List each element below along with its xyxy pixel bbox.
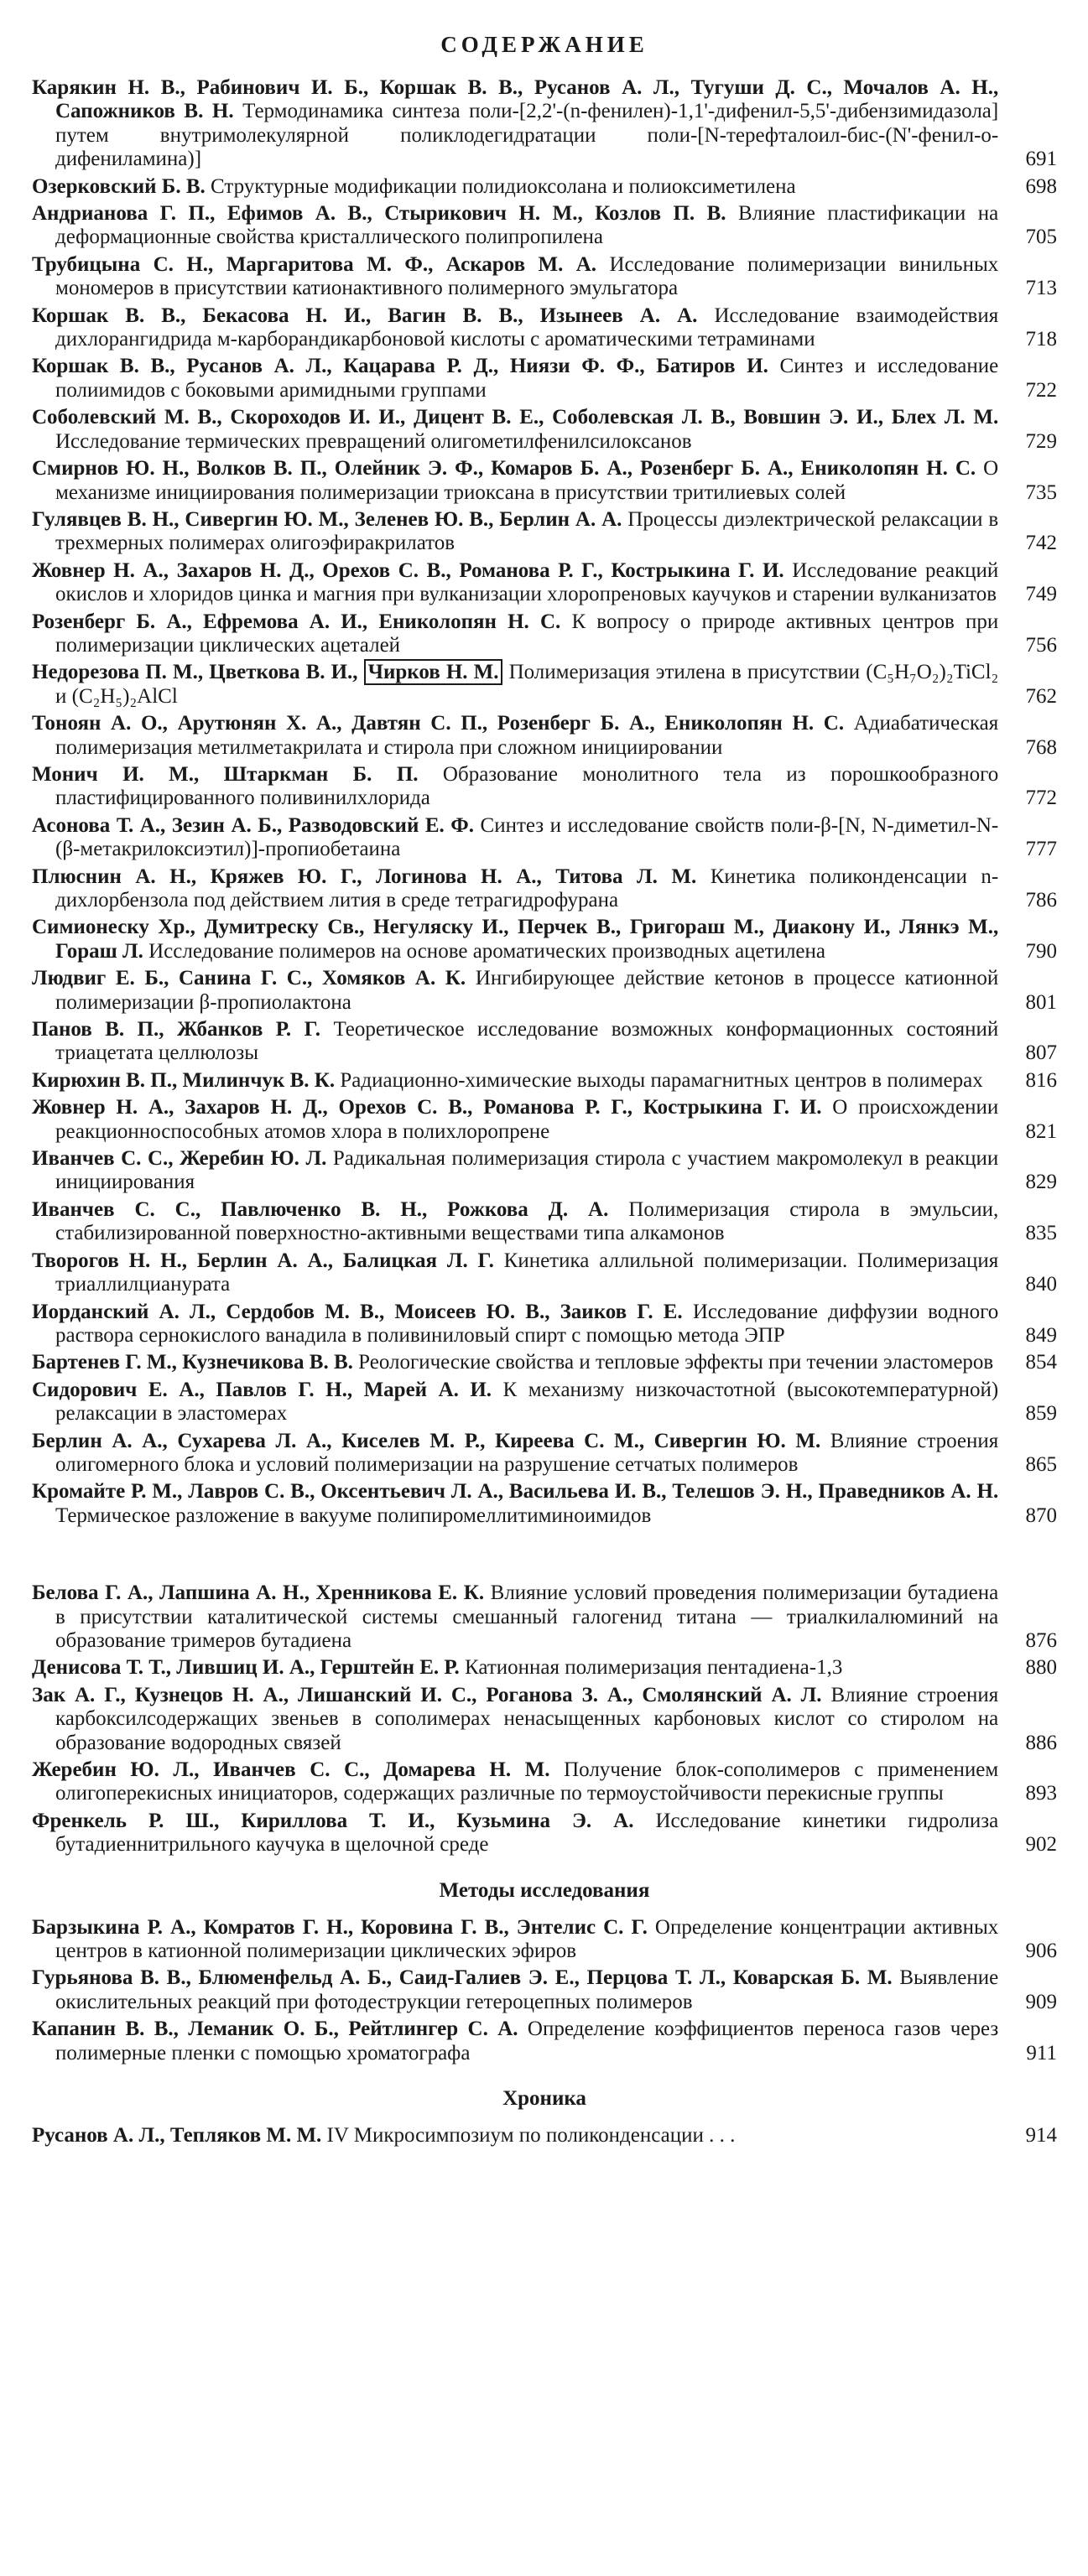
entry-title: О происхождении реакционноспособных атомов хлора в полихлоропрене (55, 1096, 999, 1143)
entry-page-number: 735 (1025, 480, 1057, 504)
toc-entry (32, 1069, 1057, 1093)
entry-text (32, 1249, 998, 1297)
toc-entry (32, 1379, 1057, 1426)
entry-authors: Карякин Н. В., Рабинович И. Б., Коршак В. В., Русанов А. Л., Тугуши Д. С., Мочалов А. Н., Сапожников В. Н. (32, 76, 999, 123)
entry-page-number: 870 (1025, 1504, 1057, 1527)
entry-authors: Андрианова Г. П., Ефимов А. В., Стырикович Н. М., Козлов П. В. (32, 202, 726, 226)
entry-page-number: 816 (1025, 1068, 1057, 1092)
toc-entry (32, 1096, 1057, 1144)
toc-entry (32, 1147, 1057, 1195)
entry-title: Синтез и исследование свойств поли-β-[N, N-диметил-N-(β-метакрилоксиэтил)]-пропиобетаина (55, 813, 999, 861)
entry-page-number: 835 (1025, 1222, 1057, 1245)
entry-authors: Капанин В. В., Леманик О. Б., Рейтлингер С. А. (32, 2018, 518, 2041)
entry-authors: Френкель Р. Ш., Кириллова Т. И., Кузьмина Э. А. (32, 1809, 634, 1832)
entry-page-number: 718 (1025, 328, 1057, 351)
toc-entry (32, 1916, 1057, 1964)
entry-text (32, 661, 998, 709)
entry-page-number: 880 (1025, 1656, 1057, 1680)
entry-title: К механизму низкочастотной (высокотемпературной) релаксации в эластомерах (55, 1378, 999, 1426)
entry-title: Образование монолитного тела из порошкообразного пластифицированного поливинилхлорида (55, 762, 999, 810)
entry-authors: Розенберг Б. А., Ефремова А. И., Ениколопян Н. С. (32, 610, 561, 633)
entry-title: Влияние условий проведения полимеризации бутадиена в присутствии каталитической системы смешанный галогенид титана — триалкилалюминий на образование тримеров бутадиена (55, 1581, 999, 1652)
section-heading: Методы исследования (439, 1878, 650, 1902)
toc-entry (32, 712, 1057, 760)
entry-page-number: 786 (1025, 889, 1057, 911)
entry-text (32, 814, 998, 862)
entry-text (32, 2124, 998, 2148)
entry-text (32, 1966, 998, 2014)
toc-entry (32, 1301, 1057, 1348)
toc-entry (32, 406, 1057, 454)
entry-authors: Берлин А. А., Сухарева Л. А., Киселев М. Р., Киреева С. М., Сивергин Ю. М. (32, 1429, 821, 1452)
entry-authors: Гурьянова В. В., Блюменфельд А. Б., Саид-Галиев Э. Е., Перцова Т. Л., Коварская Б. М. (32, 1966, 893, 1990)
entry-text (32, 1684, 998, 1755)
entry-authors: Асонова Т. А., Зезин А. Б., Разводовский Е. Ф. (32, 813, 475, 837)
entry-title: Процессы диэлектрической релаксации в трехмерных полимерах олигоэфиракрилатов (55, 507, 999, 555)
entry-page-number: 777 (1025, 838, 1057, 861)
entry-page-number: 698 (1025, 174, 1057, 198)
toc-entry (32, 1966, 1057, 2014)
entry-page-number: 801 (1025, 990, 1057, 1014)
entry-authors: Смирнов Ю. Н., Волков В. П., Олейник Э. Ф., Комаров Б. А., Розенберг Б. А., Ениколопян Н. С. (32, 457, 976, 480)
entry-title: Исследование взаимодействия дихлорангидрида м-карборандикарбоновой кислоты с ароматическими тетраминами (55, 304, 999, 351)
section-heading: Хроника (502, 2087, 586, 2111)
toc-entry (32, 763, 1057, 811)
entry-page-number: 865 (1025, 1452, 1057, 1476)
entry-text (32, 175, 998, 199)
entry-text (32, 1147, 998, 1195)
entry-page-number: 876 (1025, 1628, 1057, 1652)
entry-authors: Коршак В. В., Бекасова Н. И., Вагин В. В., Изынеев А. А. (32, 304, 698, 327)
entry-page-number: 821 (1025, 1119, 1057, 1143)
entry-text (32, 1379, 998, 1426)
entry-title: Синтез и исследование полиимидов с боковыми аримидными группами (55, 355, 999, 402)
entry-title: Определение коэффициентов переноса газов через полимерные пленки с помощью хроматографа (55, 2018, 999, 2064)
toc-entry (32, 661, 1057, 709)
entry-page-number: 893 (1025, 1782, 1057, 1805)
entry-text (32, 610, 998, 658)
entry-authors: Трубицына С. Н., Маргаритова М. Ф., Аскаров М. А. (32, 252, 597, 276)
entry-page-number: 691 (1025, 148, 1057, 171)
entry-page-number: 790 (1025, 939, 1057, 963)
toc-entry (32, 1758, 1057, 1806)
entry-page-number: 705 (1025, 226, 1057, 249)
contents-page (32, 23, 1057, 2151)
entry-authors: Озерковский Б. В. (32, 174, 206, 198)
entry-authors: Творогов Н. Н., Берлин А. А., Балицкая Л. Г. (32, 1249, 494, 1272)
entry-boxed-author: Чирков Н. М. (364, 659, 503, 685)
entry-text (32, 1301, 998, 1348)
entry-authors: Бартенев Г. М., Кузнечикова В. В. (32, 1351, 353, 1374)
entry-authors: Барзыкина Р. А., Комратов Г. Н., Коровина Г. В., Энтелис С. Г. (32, 1915, 648, 1939)
entry-text (32, 1198, 998, 1246)
entry-title: Кинетика аллильной полимеризации. Полимеризация триаллилцианурата (55, 1249, 999, 1296)
entry-text (32, 1581, 998, 1653)
entry-title: Радиационно-химические выходы парамагнитных центров в полимерах (340, 1068, 983, 1092)
group-gap (32, 1531, 1057, 1581)
toc-entry (32, 1581, 1057, 1653)
toc-entry (32, 508, 1057, 556)
entry-page-number: 911 (1026, 2041, 1057, 2064)
entry-authors: Русанов А. Л., Тепляков М. М. (32, 2124, 322, 2148)
entry-authors: Соболевский М. В., Скороходов И. И., Дицент В. Е., Соболевская Л. В., Вовшин Э. И., Блех Л. М. (32, 406, 999, 429)
entry-title: Исследование реакций окислов и хлоридов цинка и магния при вулканизации хлоропреновых каучуков и старении вулканизатов (55, 558, 999, 606)
entry-authors: Жовнер Н. А., Захаров Н. Д., Орехов С. В., Романова Р. Г., Кострыкина Г. И. (32, 1096, 822, 1119)
entry-title: Адиабатическая полимеризация метилметакрилата и стирола при сложном инициировании (55, 712, 999, 759)
entry-title: Термическое разложение в вакууме полипиромеллитиминоимидов (55, 1504, 652, 1527)
entry-authors: Иванчев С. С., Павлюченко В. Н., Рожкова Д. А. (32, 1197, 609, 1221)
entry-text (32, 1351, 998, 1374)
entry-text (32, 202, 998, 250)
entry-text (32, 1916, 998, 1964)
entry-text (32, 763, 998, 811)
entry-authors: Тоноян А. О., Арутюнян Х. А., Давтян С. П., Розенберг Б. А., Ениколопян Н. С. (32, 712, 845, 735)
entry-title: IV Микросимпозиум по поликонденсации . . . (326, 2124, 736, 2148)
entry-title: Катионная полимеризация пентадиена-1,3 (465, 1656, 843, 1680)
entry-authors: Иорданский А. Л., Сердобов М. В., Моисеев Ю. В., Заиков Г. Е. (32, 1300, 683, 1323)
entry-page-number: 829 (1025, 1171, 1057, 1194)
entry-title: Исследование кинетики гидролиза бутадиеннитрильного каучука в щелочной среде (55, 1809, 999, 1857)
entry-title: Исследование полимеров на основе ароматических производных ацетилена (148, 939, 825, 963)
entry-title: К вопросу о природе активных центров при полимеризации циклических ацеталей (55, 610, 999, 657)
entry-title: О механизме инициирования полимеризации триоксана в присутствии тритилиевых солей (55, 457, 999, 504)
entry-authors: Коршак В. В., Русанов А. Л., Кацарава Р. Д., Ниязи Ф. Ф., Батиров И. (32, 355, 768, 378)
toc-entry (32, 967, 1057, 1015)
entry-authors: Кирюхин В. П., Милинчук В. К. (32, 1068, 336, 1092)
toc-entry (32, 916, 1057, 963)
entry-text (32, 2018, 998, 2065)
entry-authors: Панов В. П., Жбанков Р. Г. (32, 1018, 320, 1041)
entry-page-number: 722 (1025, 378, 1057, 402)
contents-list (32, 76, 1057, 2148)
entry-title: Кинетика поликонденсации n-дихлорбензола под действием лития в среде тетрагидрофурана (55, 865, 999, 911)
entry-page-number: 756 (1025, 633, 1057, 657)
toc-entry (32, 253, 1057, 301)
entry-text (32, 1810, 998, 1857)
entry-authors: Симионеску Хр., Думитреску Св., Негуляску И., Перчек В., Григораш М., Диакону И., Лянкэ М., Гораш Л. (32, 916, 999, 963)
entry-title: Реологические свойства и тепловые эффекты при течении эластомеров (358, 1351, 994, 1374)
entry-text (32, 1656, 998, 1680)
entry-page-number: 886 (1025, 1731, 1057, 1754)
page-title: СОДЕРЖАНИЕ (440, 32, 648, 57)
entry-text (32, 1018, 998, 1066)
toc-entry (32, 1810, 1057, 1857)
toc-entry (32, 2124, 1057, 2148)
entry-text (32, 1758, 998, 1806)
entry-title: Радикальная полимеризация стирола с участием макромолекул в реакции инициирования (55, 1147, 999, 1194)
entry-authors: Гулявцев В. Н., Сивергин Ю. М., Зеленев Ю. В., Берлин А. А. (32, 507, 622, 531)
entry-page-number: 762 (1025, 684, 1057, 708)
entry-page-number: 772 (1025, 787, 1057, 810)
toc-entry (32, 304, 1057, 352)
entry-text (32, 76, 998, 172)
entry-title: Теоретическое исследование возможных конформационных состояний триацетата целлюлозы (55, 1018, 999, 1065)
entry-authors: Белова Г. А., Лапшина А. Н., Хренникова Е. К. (32, 1581, 485, 1605)
entry-text (32, 967, 998, 1015)
entry-page-number: 909 (1025, 1990, 1057, 2013)
entry-title: Полимеризация стирола в эмульсии, стабилизированной поверхностно-активными веществами типа алкамонов (55, 1197, 999, 1245)
toc-entry (32, 2018, 1057, 2065)
entry-page-number: 854 (1025, 1351, 1057, 1374)
entry-authors: Кромайте Р. М., Лавров С. В., Оксентьевич Л. А., Васильева И. В., Телешов Э. Н., Праведников А. Н. (32, 1480, 999, 1504)
entry-authors: Денисова Т. Т., Лившиц И. А., Герштейн Е. Р. (32, 1656, 460, 1680)
toc-entry (32, 1351, 1057, 1374)
entry-title: Термодинамика синтеза поли-[2,2'-(n-фенилен)-1,1'-дифенил-5,5'-дибензимидазола] путем внутримолекулярной поликлодегидратации поли-[N-терефталоил-бис-(N'-фенил-о-дифениламина)] (55, 100, 999, 171)
entry-text (32, 406, 998, 454)
entry-page-number: 749 (1025, 583, 1057, 606)
toc-entry (32, 559, 1057, 607)
toc-entry (32, 1198, 1057, 1246)
entry-title: Исследование полимеризации винильных мономеров в присутствии катионактивного полимерного эмульгатора (55, 252, 999, 300)
entry-page-number: 768 (1025, 735, 1057, 759)
entry-text (32, 712, 998, 760)
entry-text (32, 457, 998, 505)
entry-title: Влияние строения олигомерного блока и условий полимеризации на разрушение сетчатых полимеров (55, 1429, 999, 1476)
entry-text (32, 304, 998, 352)
entry-authors: Недорезова П. М., Цветкова В. И., (32, 661, 358, 684)
toc-entry (32, 1656, 1057, 1680)
entry-text (32, 355, 998, 402)
entry-authors: Жеребин Ю. Л., Иванчев С. С., Домарева Н. М. (32, 1758, 550, 1781)
entry-title: Исследование термических превращений олигометилфенилсилоксанов (55, 429, 692, 453)
entry-text (32, 1480, 998, 1528)
entry-page-number: 914 (1025, 2124, 1057, 2148)
entry-title: Исследование диффузии водного раствора сернокислого ванадила в поливиниловый спирт с помощью метода ЭПР (55, 1300, 999, 1347)
entry-page-number: 742 (1025, 532, 1057, 555)
toc-entry (32, 1249, 1057, 1297)
entry-title: Получение блок-сополимеров с применением олигоперекисных инициаторов, содержащих различные по термоустойчивости перекисные группы (55, 1758, 999, 1805)
entry-authors: Монич И. М., Штаркман Б. П. (32, 762, 419, 786)
toc-entry (32, 610, 1057, 658)
toc-entry (32, 457, 1057, 505)
entry-page-number: 902 (1025, 1833, 1057, 1857)
entry-page-number: 713 (1025, 277, 1057, 300)
entry-page-number: 906 (1025, 1940, 1057, 1963)
toc-entry (32, 202, 1057, 250)
toc-entry (32, 1018, 1057, 1066)
entry-authors: Плюснин А. Н., Кряжев Ю. Г., Логинова Н. А., Титова Л. М. (32, 865, 697, 888)
toc-entry (32, 76, 1057, 172)
entry-title: Влияние пластификации на деформационные свойства кристаллического полипропилена (55, 202, 999, 249)
entry-page-number: 849 (1025, 1323, 1057, 1347)
entry-page-number: 729 (1025, 429, 1057, 453)
entry-title: Ингибирующее действие кетонов в процессе катионной полимеризации β-пропиолактона (55, 967, 999, 1014)
toc-entry (32, 814, 1057, 862)
toc-entry (32, 1430, 1057, 1478)
entry-text (32, 508, 998, 556)
entry-authors: Людвиг Е. Б., Санина Г. С., Хомяков А. К. (32, 967, 466, 990)
entry-text (32, 1096, 998, 1144)
entry-title: Структурные модификации полидиоксолана и полиоксиметилена (211, 174, 796, 198)
entry-authors: Сидорович Е. А., Павлов Г. Н., Марей А. И. (32, 1378, 492, 1401)
entry-title: Выявление окислительных реакций при фотодеструкции гетероцепных полимеров (55, 1966, 999, 2013)
entry-authors: Зак А. Г., Кузнецов Н. А., Лишанский И. С., Роганова З. А., Смолянский А. Л. (32, 1683, 822, 1706)
entry-text (32, 253, 998, 301)
toc-entry (32, 865, 1057, 913)
entry-text (32, 1069, 998, 1093)
toc-entry (32, 355, 1057, 402)
toc-entry (32, 1480, 1057, 1528)
toc-entry (32, 1684, 1057, 1755)
entry-authors: Иванчев С. С., Жеребин Ю. Л. (32, 1147, 327, 1171)
entry-page-number: 807 (1025, 1041, 1057, 1065)
entry-text (32, 865, 998, 913)
entry-title: Полимеризация этилена в присутствии (C₅H₇O₂)₂TiCl₂ и (C₂H₅)₂AlCl (55, 661, 999, 708)
entry-text (32, 1430, 998, 1478)
entry-text (32, 916, 998, 963)
entry-authors: Жовнер Н. А., Захаров Н. Д., Орехов С. В., Романова Р. Г., Кострыкина Г. И. (32, 558, 784, 582)
entry-title: Определение концентрации активных центров в катионной полимеризации циклических эфиров (55, 1915, 999, 1963)
entry-page-number: 840 (1025, 1273, 1057, 1296)
entry-title: Влияние строения карбоксилсодержащих звеньев в сополимерах ненасыщенных карбоновых кислот со стиролом на образование водородных связей (55, 1683, 999, 1754)
entry-text (32, 559, 998, 607)
entry-page-number: 859 (1025, 1402, 1057, 1426)
toc-entry (32, 175, 1057, 199)
